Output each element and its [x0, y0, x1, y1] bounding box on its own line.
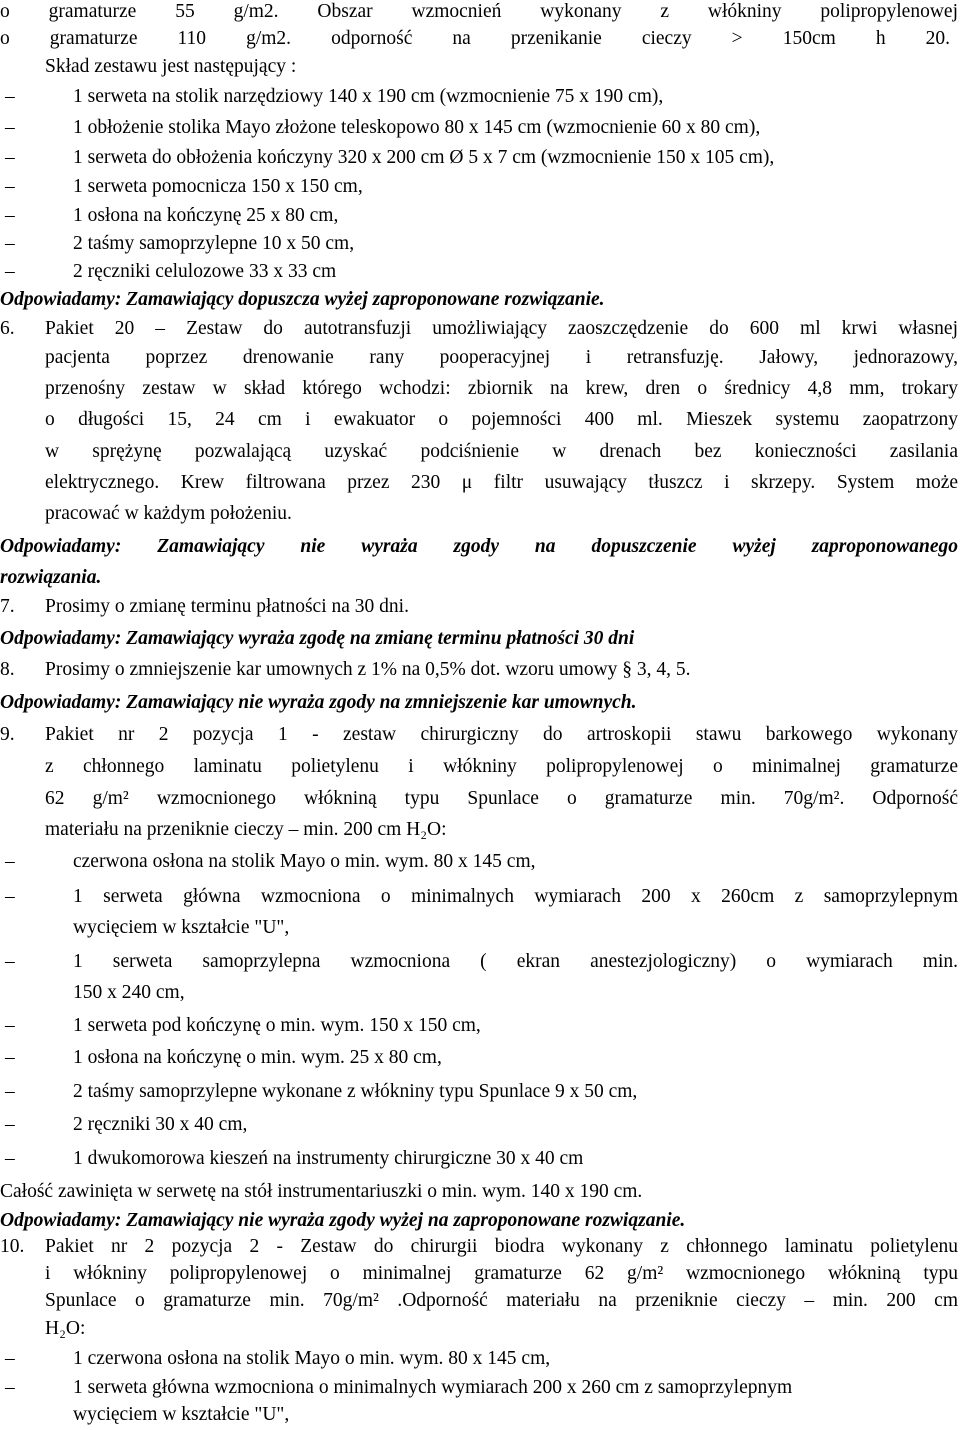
item-text: Pakiet nr 2 pozycja 1 - zestaw chirurgiczny do artroskopii stawu barkowego wykonany: [45, 724, 958, 745]
answer-text: Odpowiadamy: Zamawiający wyraża zgodę na zmianę terminu płatności 30 dni: [0, 628, 635, 649]
text-line: [0, 343, 960, 373]
line-text: 62 g/m² wzmocnionego włókniną typu Spunlace o gramaturze min. 70g/m². Odporność: [45, 788, 958, 809]
dash-bullet: –: [5, 176, 15, 197]
answer-text: rozwiązania.: [0, 567, 102, 588]
dash-bullet: –: [5, 886, 15, 907]
item-text: Prosimy o zmniejszenie kar umownych z 1% na 0,5% dot. wzoru umowy § 3, 4, 5.: [45, 659, 691, 680]
text-line: [0, 1400, 960, 1430]
text-line: [0, 784, 960, 814]
list-item: [0, 201, 960, 231]
line-text: w sprężynę pozwalającą uzyskać podciśnienie w drenach bez konieczności zasilania: [45, 441, 958, 462]
text-line: [0, 437, 960, 467]
list-item: [0, 1043, 960, 1073]
text-line: [0, 1177, 960, 1207]
dash-bullet: –: [5, 1148, 15, 1169]
item-number: 9.: [0, 724, 15, 745]
line-text: Skład zestawu jest następujący :: [45, 56, 297, 77]
text-line: [0, 1314, 960, 1344]
list-item-text: 2 ręczniki 30 x 40 cm,: [73, 1114, 248, 1135]
dash-bullet: –: [5, 1114, 15, 1135]
item-text: Prosimy o zmianę terminu płatności na 30 dni.: [45, 596, 409, 617]
text-line: [0, 24, 960, 54]
text-line: [0, 1286, 960, 1316]
line-text: wycięciem w kształcie "U",: [73, 1404, 290, 1425]
answer-text: Odpowiadamy: Zamawiający nie wyraża zgody na zmniejszenie kar umownych.: [0, 692, 637, 713]
line-text: Całość zawinięta w serwetę na stół instrumentariuszki o min. wym. 140 x 190 cm.: [0, 1181, 643, 1202]
list-item-text: 1 serweta pomocnicza 150 x 150 cm,: [73, 176, 363, 197]
item-number: 10.: [0, 1236, 25, 1257]
line-text: materiału na przeniknie cieczy – min. 200 cm H₂O:: [45, 819, 447, 840]
list-item-text: 1 serweta główna wzmocniona o minimalnych wymiarach 200 x 260cm z samoprzylepnym: [73, 886, 958, 907]
list-item-text: 1 obłożenie stolika Mayo złożone teleskopowo 80 x 145 cm (wzmocnienie 60 x 80 cm),: [73, 117, 761, 138]
list-item: [0, 1110, 960, 1140]
answer-text: Odpowiadamy: Zamawiający nie wyraża zgody wyżej na zaproponowane rozwiązanie.: [0, 1210, 686, 1231]
answer-line: [0, 532, 960, 562]
dash-bullet: –: [5, 1377, 15, 1398]
line-text: o gramaturze 55 g/m2. Obszar wzmocnień wykonany z włókniny polipropylenowej: [0, 1, 958, 22]
list-item: [0, 82, 960, 112]
text-line: [0, 913, 960, 943]
dash-bullet: –: [5, 205, 15, 226]
list-item-text: 1 serweta pod kończynę o min. wym. 150 x 150 cm,: [73, 1015, 481, 1036]
answer-line: [0, 563, 960, 593]
line-text: 150 x 240 cm,: [73, 982, 185, 1003]
answer-line: [0, 285, 960, 315]
line-text: pacjenta poprzez drenowanie rany pooperacyjnej i retransfuzję. Jałowy, jednorazowy,: [45, 347, 958, 368]
item-number: 7.: [0, 596, 15, 617]
list-item: [0, 882, 960, 912]
text-line: [0, 978, 960, 1008]
line-text: pracować w każdym położeniu.: [45, 503, 292, 524]
dash-bullet: –: [5, 86, 15, 107]
list-item: [0, 172, 960, 202]
text-line: [0, 52, 960, 82]
list-item: [0, 1373, 960, 1403]
line-text: z chłonnego laminatu polietylenu i włókniny polipropylenowej o minimalnej gramaturze: [45, 756, 958, 777]
dash-bullet: –: [5, 951, 15, 972]
text-line: [0, 0, 960, 27]
list-item-text: 2 ręczniki celulozowe 33 x 33 cm: [73, 261, 337, 282]
answer-text: Odpowiadamy: Zamawiający dopuszcza wyżej zaproponowane rozwiązanie.: [0, 289, 605, 310]
list-item-text: 1 osłona na kończynę o min. wym. 25 x 80 cm,: [73, 1047, 442, 1068]
text-line: [0, 752, 960, 782]
numbered-item: [0, 592, 960, 622]
list-item-text: 1 serweta samoprzylepna wzmocniona ( ekran anestezjologiczny) o wymiarach min.: [73, 951, 958, 972]
item-text: Pakiet 20 – Zestaw do autotransfuzji umożliwiający zaoszczędzenie do 600 ml krwi własnej: [45, 318, 958, 339]
answer-line: [0, 688, 960, 718]
dash-bullet: –: [5, 1348, 15, 1369]
line-text: i włókniny polipropylenowej o minimalnej gramaturze 62 g/m² wzmocnionego włókniną typu: [45, 1263, 958, 1284]
dash-bullet: –: [5, 233, 15, 254]
list-item: [0, 1077, 960, 1107]
item-number: 6.: [0, 318, 15, 339]
line-text: Spunlace o gramaturze min. 70g/m² .Odporność materiału na przeniknie cieczy – min. 200 cm: [45, 1290, 958, 1311]
line-text: przenośny zestaw w skład którego wchodzi: zbiornik na krew, dren o średnicy 4,8 mm, trokary: [45, 378, 958, 399]
list-item-text: 1 serweta główna wzmocniona o minimalnych wymiarach 200 x 260 cm z samoprzylepnym: [73, 1377, 793, 1398]
dash-bullet: –: [5, 261, 15, 282]
text-line: [0, 468, 960, 498]
list-item-text: 1 czerwona osłona na stolik Mayo o min. wym. 80 x 145 cm,: [73, 1348, 551, 1369]
item-text: Pakiet nr 2 pozycja 2 - Zestaw do chirurgii biodra wykonany z chłonnego laminatu polietylenu: [45, 1236, 958, 1257]
list-item-text: 1 serweta na stolik narzędziowy 140 x 190 cm (wzmocnienie 75 x 190 cm),: [73, 86, 664, 107]
dash-bullet: –: [5, 147, 15, 168]
list-item-text: 2 taśmy samoprzylepne 10 x 50 cm,: [73, 233, 355, 254]
text-line: [0, 374, 960, 404]
dash-bullet: –: [5, 1015, 15, 1036]
numbered-item: [0, 720, 960, 750]
numbered-item: [0, 655, 960, 685]
answer-text: Odpowiadamy: Zamawiający nie wyraża zgody na dopuszczenie wyżej zaproponowanego: [0, 536, 958, 557]
list-item: [0, 257, 960, 287]
line-text: H₂O:: [45, 1318, 86, 1339]
dash-bullet: –: [5, 1081, 15, 1102]
text-line: [0, 1259, 960, 1289]
list-item-text: 1 serweta do obłożenia kończyny 320 x 200 cm Ø 5 x 7 cm (wzmocnienie 150 x 105 cm),: [73, 147, 775, 168]
line-text: o gramaturze 110 g/m2. odporność na przenikanie cieczy > 150cm h 20.: [0, 28, 950, 49]
list-item: [0, 1344, 960, 1374]
list-item: [0, 113, 960, 143]
item-number: 8.: [0, 659, 15, 680]
line-text: elektrycznego. Krew filtrowana przez 230 μ filtr usuwający tłuszcz i skrzepy. System może: [45, 472, 958, 493]
list-item: [0, 143, 960, 173]
list-item-text: czerwona osłona na stolik Mayo o min. wym. 80 x 145 cm,: [73, 851, 536, 872]
list-item-text: 2 taśmy samoprzylepne wykonane z włókniny typu Spunlace 9 x 50 cm,: [73, 1081, 638, 1102]
dash-bullet: –: [5, 851, 15, 872]
dash-bullet: –: [5, 1047, 15, 1068]
list-item-text: 1 dwukomorowa kieszeń na instrumenty chirurgiczne 30 x 40 cm: [73, 1148, 584, 1169]
list-item: [0, 947, 960, 977]
numbered-item: [0, 1232, 960, 1262]
list-item: [0, 1144, 960, 1174]
text-line: [0, 405, 960, 435]
dash-bullet: –: [5, 117, 15, 138]
list-item: [0, 1011, 960, 1041]
list-item: [0, 229, 960, 259]
text-line: [0, 815, 960, 845]
numbered-item: [0, 314, 960, 344]
text-line: [0, 499, 960, 529]
line-text: wycięciem w kształcie "U",: [73, 917, 290, 938]
answer-line: [0, 624, 960, 654]
list-item: [0, 847, 960, 877]
line-text: o długości 15, 24 cm i ewakuator o pojemności 400 ml. Mieszek systemu zaopatrzony: [45, 409, 958, 430]
list-item-text: 1 osłona na kończynę 25 x 80 cm,: [73, 205, 339, 226]
